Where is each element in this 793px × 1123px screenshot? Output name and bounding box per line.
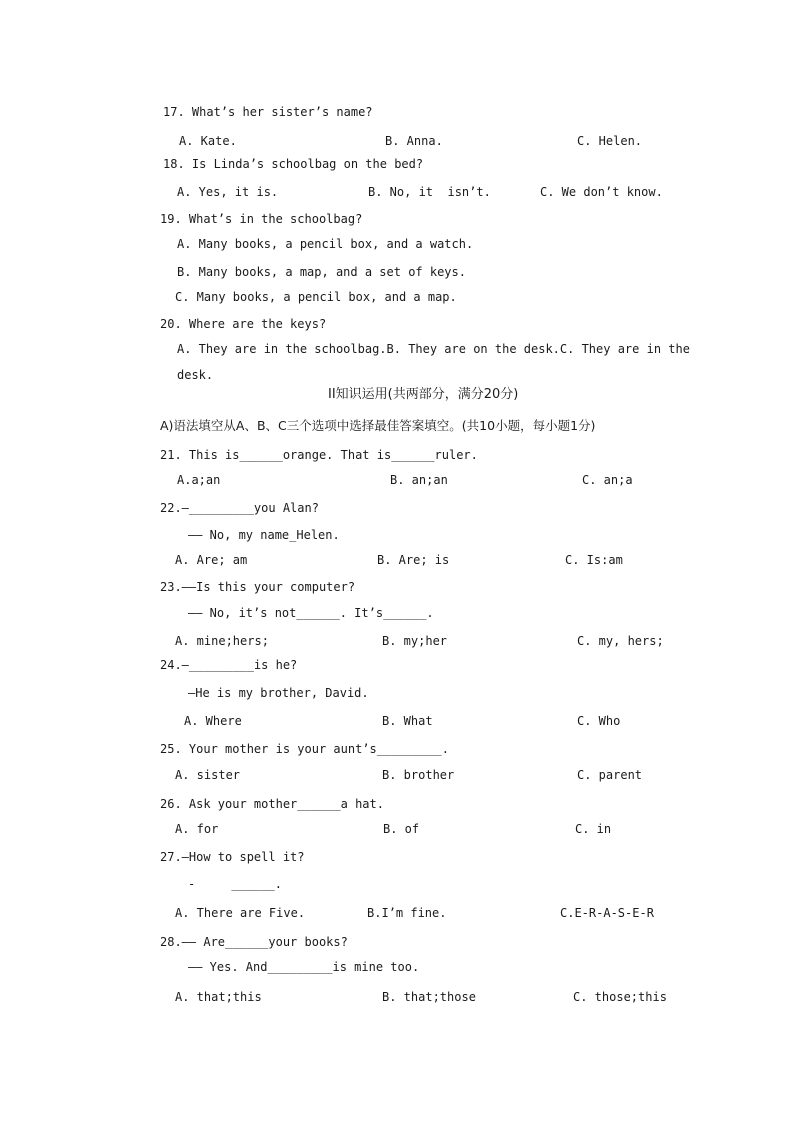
- dialogue-reply: —He is my brother, David.: [188, 686, 369, 700]
- option-b: B. an;an: [390, 473, 448, 487]
- question-stem: 28.—— Are______your books?: [160, 935, 348, 949]
- question-stem: 24.—_________is he?: [160, 658, 298, 672]
- option-c: C. Is:am: [565, 553, 623, 567]
- option-c: C. those;this: [573, 990, 667, 1004]
- question-stem: 25. Your mother is your aunt’s_________.: [160, 742, 449, 756]
- option-b: B. Are; is: [377, 553, 450, 567]
- option-b: B. No, it isn’t.: [368, 185, 491, 199]
- option-b: B. that;those: [382, 990, 476, 1004]
- option-a: A. mine;hers;: [175, 634, 269, 648]
- option-a: A. Kate.: [179, 134, 237, 148]
- option-a: A. Where: [184, 714, 242, 728]
- option-a: A. that;this: [175, 990, 262, 1004]
- question-stem: 27.—How to spell it?: [160, 850, 305, 864]
- option-b: B. brother: [382, 768, 455, 782]
- option-b: B. Many books, a map, and a set of keys.: [177, 265, 466, 279]
- option-a: A. Yes, it is.: [177, 185, 279, 199]
- option-c: C.E-R-A-S-E-R: [560, 906, 654, 920]
- dialogue-reply: —— Yes. And_________is mine too.: [188, 960, 420, 974]
- option-b: B. my;her: [382, 634, 448, 648]
- options-line: A. They are in the schoolbag.B. They are on the desk.C. They are in the: [177, 342, 690, 356]
- question-stem: 19. What’s in the schoolbag?: [160, 212, 363, 226]
- option-c: C. We don’t know.: [540, 185, 663, 199]
- option-c: C. Who: [577, 714, 621, 728]
- options-line-cont: desk.: [177, 368, 214, 382]
- question-stem: 21. This is______orange. That is______ruler.: [160, 448, 478, 462]
- question-stem: 17. What’s her sister’s name?: [163, 105, 373, 119]
- option-c: C. Many books, a pencil box, and a map.: [175, 290, 457, 304]
- option-b: B.I’m fine.: [367, 906, 447, 920]
- option-a: A. sister: [175, 768, 241, 782]
- option-a: A. Are; am: [175, 553, 248, 567]
- question-stem: 26. Ask your mother______a hat.: [160, 797, 384, 811]
- question-stem: 20. Where are the keys?: [160, 317, 327, 331]
- question-stem: 23.——Is this your computer?: [160, 580, 356, 594]
- dialogue-reply: —— No, my name_Helen.: [188, 528, 340, 542]
- option-b: B. Anna.: [385, 134, 443, 148]
- question-stem: 18. Is Linda’s schoolbag on the bed?: [163, 157, 424, 171]
- option-b: B. of: [383, 822, 420, 836]
- option-c: C. parent: [577, 768, 643, 782]
- part-a-instructions: A)语法填空从A、B、C三个选项中选择最佳答案填空。(共10小题，每小题1分): [160, 418, 596, 433]
- section-title: II知识运用(共两部分，满分20分): [328, 387, 519, 402]
- option-a: A. for: [175, 822, 219, 836]
- dialogue-reply: —— No, it’s not______. It’s______.: [188, 606, 434, 620]
- option-c: C. my, hers;: [577, 634, 664, 648]
- option-c: C. an;a: [582, 473, 633, 487]
- option-a: A. There are Five.: [175, 906, 306, 920]
- option-b: B. What: [382, 714, 433, 728]
- question-stem: 22.—_________you Alan?: [160, 501, 319, 515]
- option-a: A.a;an: [177, 473, 221, 487]
- dialogue-reply: - ______.: [188, 877, 282, 891]
- option-a: A. Many books, a pencil box, and a watch.: [177, 237, 474, 251]
- option-c: C. Helen.: [577, 134, 643, 148]
- option-c: C. in: [575, 822, 612, 836]
